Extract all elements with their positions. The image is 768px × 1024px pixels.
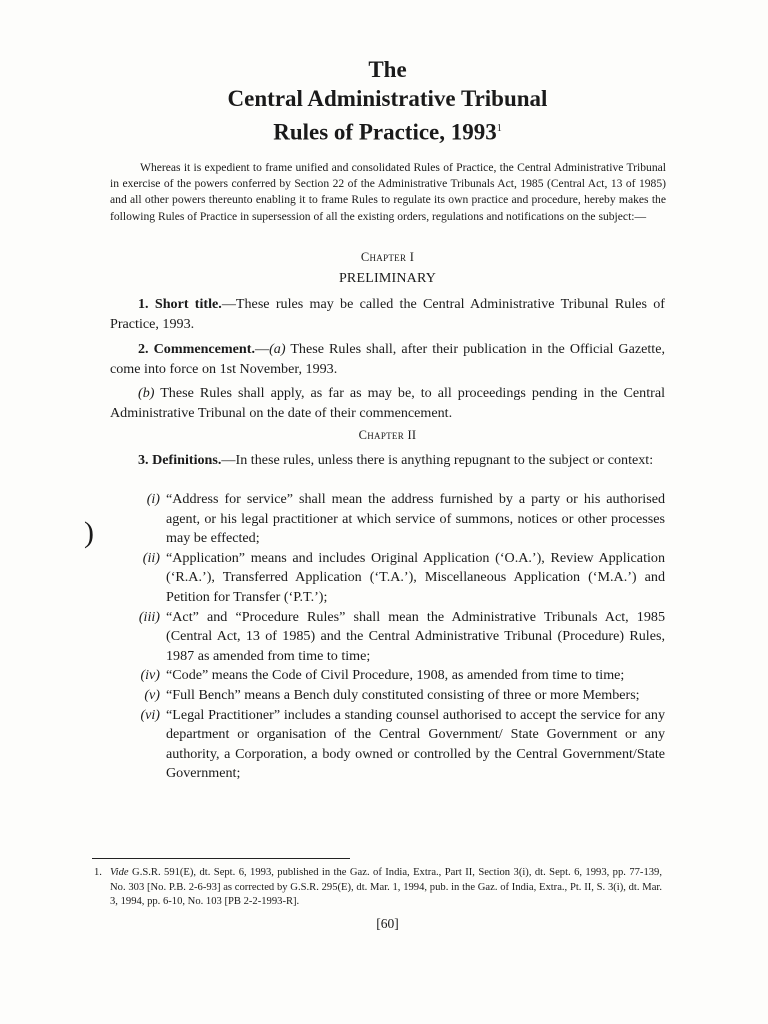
rule-2-commencement-a (110, 340, 665, 379)
definition-item (110, 706, 665, 784)
rule-1-title: Short title. (154, 296, 222, 312)
rule-1-short-title (110, 295, 665, 334)
definition-text: “Full Bench” means a Bench duly constituted consisting of three or more Members; (166, 686, 640, 703)
rule-3-title: Definitions. (152, 452, 222, 468)
chapter-1-heading: PRELIMINARY (338, 271, 437, 286)
rule-2-dash: — (255, 341, 270, 357)
rule-2-clause-b-text: These Rules shall apply, as far as may be, to all proceedings pending in the Central Administrative Tribunal on the date of their commencement. (110, 385, 665, 421)
definition-text: “Code” means the Code of Civil Procedure, 1908, as amended from time to time; (166, 667, 625, 684)
page-number: [60] (376, 916, 399, 931)
rule-2-clause-a-text: These Rules shall, after their publication in the Official Gazette, come into force on 1st November, 1993. (110, 341, 665, 377)
margin-bracket-mark: ) (84, 516, 94, 549)
definition-number: (iv) (140, 667, 160, 684)
definition-item (110, 666, 665, 686)
definition-text: “Application” means and includes Original Application (‘O.A.’), Review Application (‘R.A.’), Transferred Application (‘T.A.’), Miscellaneous Application (‘M.A.’) and Petition for Transfer (‘P.T.’); (166, 549, 665, 605)
definition-text: “Legal Practitioner” includes a standing counsel authorised to accept the service for any department or organisation of the Central Government/ State Government or any authority, a Corporation, a body owned or controlled by the Central Government/State Government; (166, 706, 665, 782)
footnote-number: 1. (94, 867, 102, 878)
preamble: Whereas it is expedient to frame unified and consolidated Rules of Practice, the Central Administrative Tribunal in exercise of the powers conferred by Section 22 of the Administrative Tribunals Act, 1985 (Central Act, 13 of 1985) and all other powers thereunto enabling it to frame Rules to regulate its own practice and procedure, hereby makes the following Rules of Practice in supersession of all the existing orders, regulations and notifications on the subject:— (110, 161, 666, 223)
definition-text: “Address for service” shall mean the address furnished by a party or his authorised agent, or his legal practitioner at which service of summons, notices or other processes may be effected; (166, 491, 665, 547)
rule-1-number: 1. (138, 296, 149, 312)
title-line-3 (110, 114, 665, 148)
title-line-2: Central Administrative Tribunal (227, 86, 548, 111)
rule-2-title: Commencement. (153, 341, 255, 357)
definition-number: (iii) (138, 608, 160, 625)
clause-a-label: (a) (269, 341, 286, 357)
definition-number: (v) (144, 686, 160, 703)
rule-3-number: 3. (138, 452, 149, 468)
definitions-list (110, 490, 665, 784)
footnote-text: G.S.R. 591(E), dt. Sept. 6, 1993, published in the Gaz. of India, Extra., Part II, Section 3(i), dt. Sept. 6, 1993, pp. 77-139, No. 303 [No. P.B. 2-6-93] as corrected by G.S.R. 295(E), dt. Mar. 1, 1994, pub. in the Gaz. of India, Extra., Pt. II, S. 3(i), dt. Mar. 3, 1994, pp. 6-10, No. 103 [PB 2-2-1993-R]. (110, 867, 662, 908)
rule-3-definitions (110, 451, 665, 471)
definition-item (110, 490, 665, 549)
rule-3-text: —In these rules, unless there is anything repugnant to the subject or context: (221, 452, 654, 468)
footnote (94, 866, 662, 910)
definition-number: (ii) (142, 549, 160, 566)
definition-number: (i) (146, 491, 160, 507)
definition-item (110, 686, 665, 706)
rule-2-number: 2. (138, 341, 149, 357)
title-footnote-mark: 1 (496, 123, 502, 134)
rule-1-text: —These rules may be called the Central Administrative Tribunal Rules of Practice, 1993. (110, 296, 665, 332)
chapter-1-label: Chapter I (360, 250, 415, 264)
footnote-vide: Vide (110, 867, 129, 878)
footnote-divider (92, 858, 350, 859)
definition-item (110, 608, 665, 667)
rule-2-commencement-b (110, 384, 665, 423)
clause-b-label: (b) (138, 385, 155, 401)
definition-number: (vi) (140, 706, 160, 723)
definition-item (110, 549, 665, 608)
chapter-2-label: Chapter II (358, 428, 417, 442)
title-line-3-text: Rules of Practice, 1993 (273, 119, 497, 145)
definition-text: “Act” and “Procedure Rules” shall mean the Administrative Tribunals Act, 1985 (Central Act, 13 of 1985) and the Central Administrative Tribunal (Procedure) Rules, 1987 as amended from time to time; (166, 608, 665, 664)
title-line-1: The (368, 57, 407, 82)
document-title (110, 56, 665, 148)
